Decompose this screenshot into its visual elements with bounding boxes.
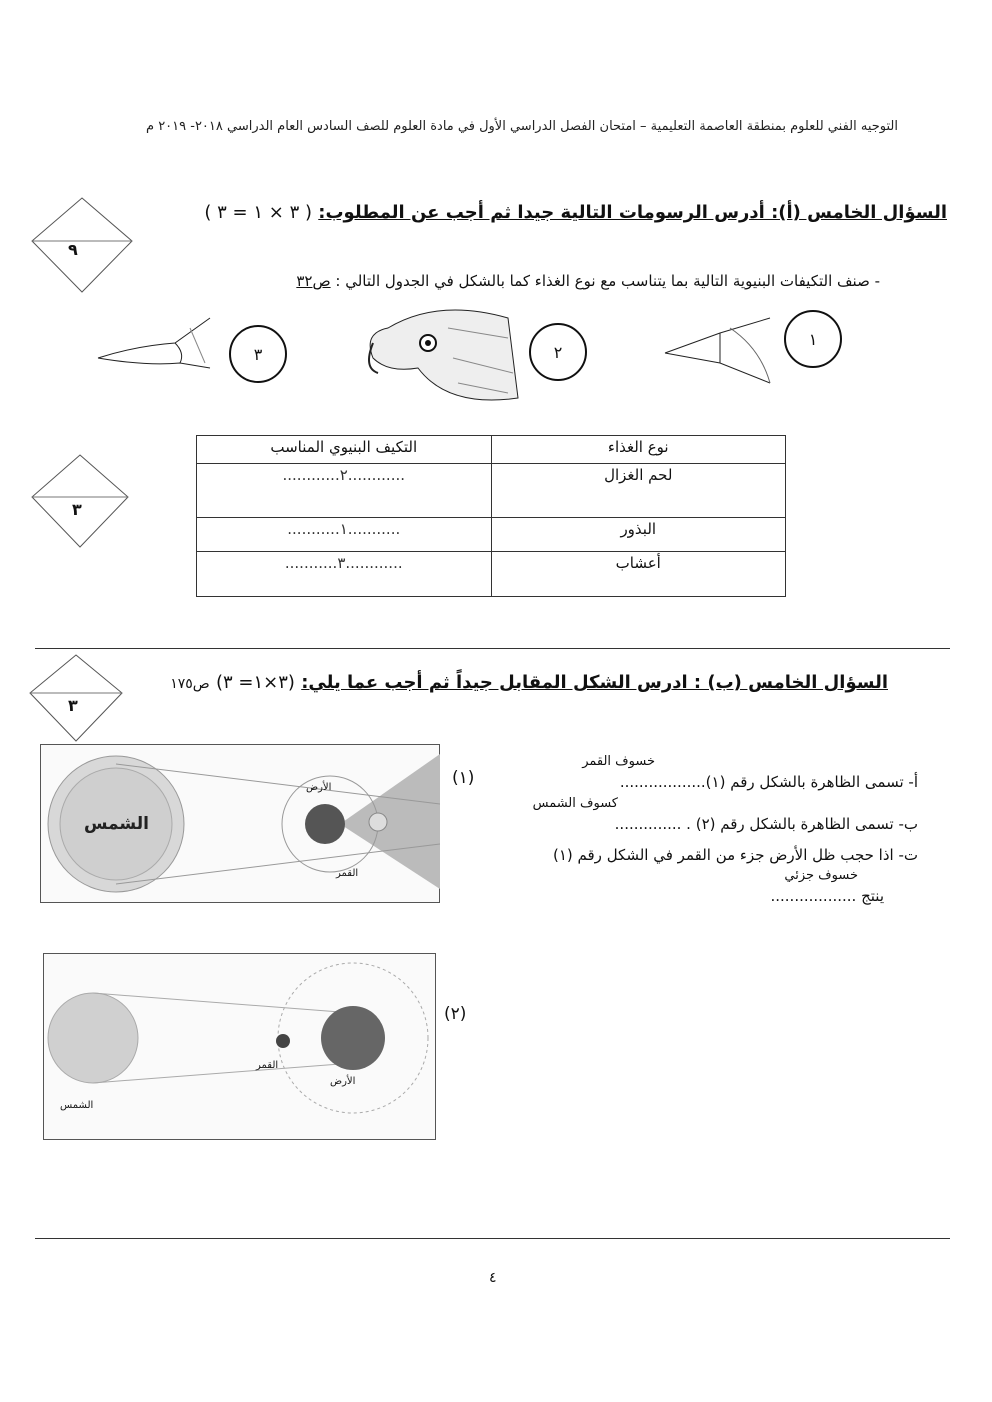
score-value: ٩	[68, 240, 78, 259]
food-cell: أعشاب	[491, 552, 786, 597]
footer-divider	[35, 1238, 950, 1239]
food-cell: البذور	[491, 518, 786, 552]
question-b: ب- تسمى الظاهرة بالشكل رقم (٢) . ..............	[614, 815, 918, 833]
sun-label: الشمس	[84, 814, 149, 834]
food-cell: لحم الغزال	[491, 464, 786, 518]
instruction: - صنف التكيفات البنيوية التالية بما يتناسب مع نوع الغذاء كما بالشكل في الجدول التالي : ص٣٢	[296, 272, 880, 290]
question-c-cont: ينتج ..................	[770, 887, 884, 905]
answer-a: خسوف القمر	[582, 754, 655, 769]
table-row	[197, 518, 786, 552]
answer-cell: ............٣...........	[197, 552, 492, 597]
score-value: ٣	[72, 500, 82, 519]
question-5a-title: السؤال الخامس (أ): أدرس الرسومات التالية جيدا ثم أجب عن المطلوب: ( ٣ × ١ = ٣ )	[204, 202, 947, 223]
question-a: أ- تسمى الظاهرة بالشكل رقم (١)..................	[619, 773, 918, 791]
table-header-adaptation: التكيف البنيوي المناسب	[197, 436, 492, 464]
page-number: ٤	[489, 1270, 497, 1286]
figure-2-label: (٢)	[444, 1004, 467, 1024]
answer-cell: ...........١...........	[197, 518, 492, 552]
table-row	[197, 464, 786, 518]
figure-number-3: ٣	[229, 325, 287, 383]
question-5b-title: السؤال الخامس (ب) : ادرس الشكل المقابل جيداً ثم أجب عما يلي: (٣×١= ٣) ص١٧٥	[170, 672, 888, 693]
page-header: التوجيه الفني للعلوم بمنطقة العاصمة التعليمية – امتحان الفصل الدراسي الأول في مادة العلوم للصف السادس العام الدراسي ٢٠١٨- ٢٠١٩ م	[146, 119, 898, 134]
question-c: ت- اذا حجب ظل الأرض جزء من القمر في الشكل رقم (١)	[552, 846, 918, 864]
earth-label: الأرض	[306, 782, 332, 793]
solar-eclipse-diagram	[43, 953, 436, 1141]
figure-number-2: ٢	[529, 323, 587, 381]
table-row	[197, 552, 786, 597]
eagle-beak-image	[358, 298, 523, 408]
seed-beak-image	[660, 308, 775, 388]
score-diamond-9	[30, 196, 134, 296]
answer-cell: ............٢............	[197, 464, 492, 518]
figure-1-label: (١)	[452, 768, 475, 788]
adaptation-table	[196, 435, 786, 597]
duck-beak-image	[95, 308, 213, 373]
answer-c: خسوف جزئي	[784, 868, 858, 883]
earth-label-2: الأرض	[330, 1076, 356, 1087]
score-value: ٣	[68, 696, 78, 715]
figure-number-1: ١	[784, 310, 842, 368]
sun-label-2: الشمس	[60, 1100, 94, 1111]
moon-label: القمر	[336, 868, 359, 879]
moon-label-2: القمر	[256, 1060, 279, 1071]
section-divider	[35, 648, 950, 649]
table-header-food: نوع الغذاء	[491, 436, 786, 464]
answer-b: كسوف الشمس	[532, 796, 618, 811]
